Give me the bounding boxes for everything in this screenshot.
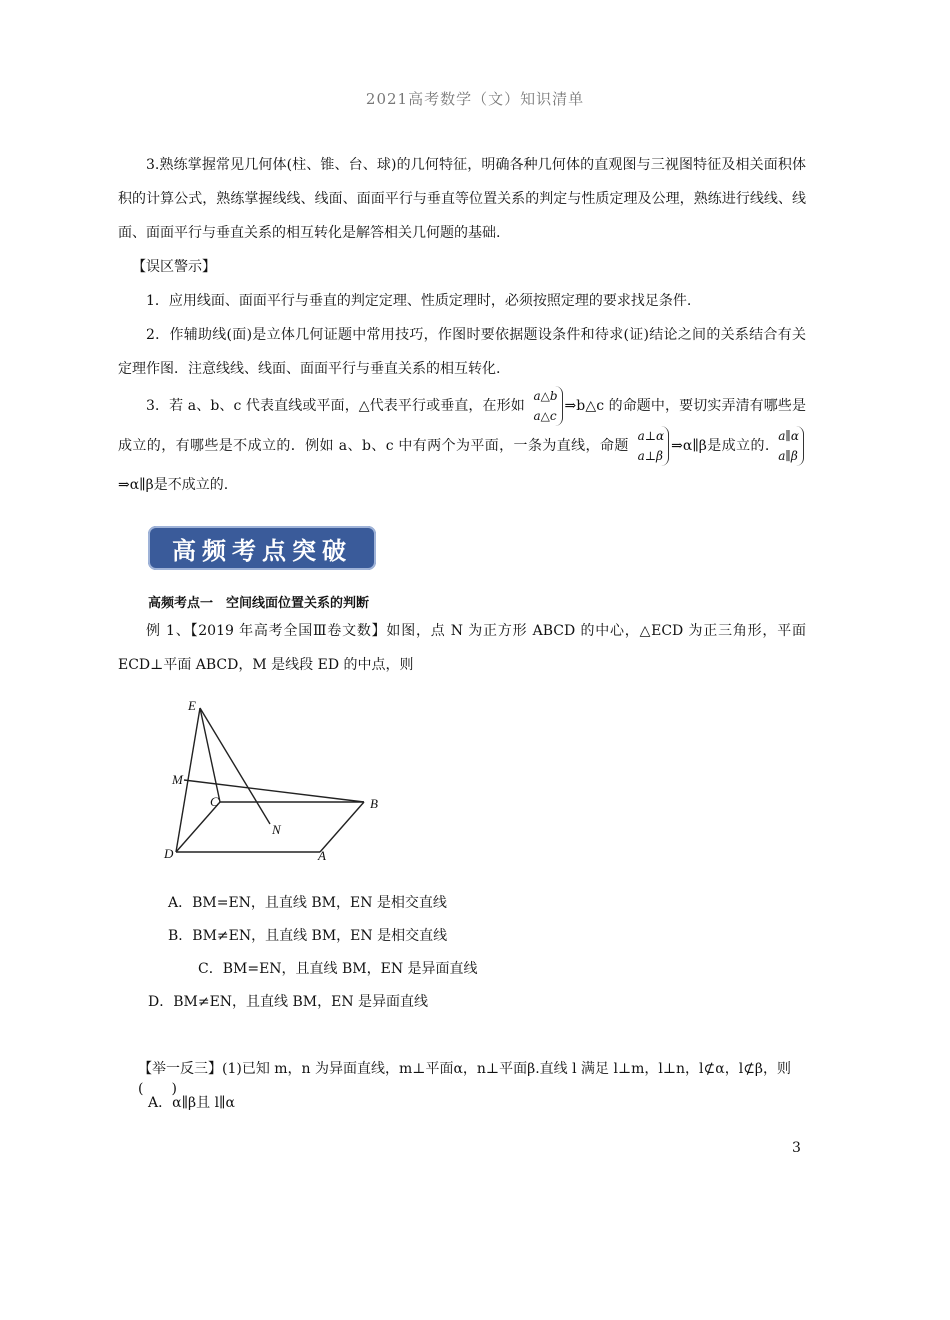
option-B: B．BM≠EN，且直线 BM，EN 是相交直线 <box>168 928 448 944</box>
edge-EC <box>200 708 220 802</box>
intro-paragraph: 3.熟练掌握常见几何体(柱、锥、台、球)的几何特征，明确各种几何体的直观图与三视图特征及相关面积体积的计算公式，熟练掌握线线、线面、面面平行与垂直等位置关系的判定与性质定理及公理，熟练进行线线、线面、面面平行与垂直关系的相互转化是解答相关几何题的基础. <box>118 157 806 241</box>
geometry-figure <box>158 696 398 866</box>
warning-item-3-part-a: 3．若 a、b、c 代表直线或平面，△代表平行或垂直，在形如 <box>146 398 525 414</box>
option-A: A．BM=EN，且直线 BM，EN 是相交直线 <box>168 895 447 911</box>
brace-perpendicular <box>636 426 670 466</box>
brace-perpendicular-line-2: a⊥β <box>637 449 663 463</box>
page-header: 2021高考数学（文）知识清单 <box>365 90 585 108</box>
brace-parallel <box>776 426 804 466</box>
brace-abc <box>531 386 562 426</box>
extension-option-A: A．α∥β且 l∥α <box>148 1095 235 1111</box>
label-E: E <box>188 698 196 713</box>
label-D: D <box>164 846 174 861</box>
extension-question: 【举一反三】(1)已知 m，n 为异面直线，m⊥平面α，n⊥平面β.直线 l 满足 l⊥m，l⊥n，l⊄α，l⊄β，则( ) <box>138 1061 792 1097</box>
warnings-title: 【误区警示】 <box>132 259 216 275</box>
warning-item-2: 2．作辅助线(面)是立体几何证题中常用技巧，作图时要依据题设条件和待求(证)结论之间的关系结合有关定理作图．注意线线、线面、面面平行与垂直关系的相互转化. <box>118 327 806 377</box>
edge-AB <box>320 802 364 852</box>
brace-abc-line-2: a△c <box>533 409 557 423</box>
brace-parallel-line-2: a∥β <box>778 449 798 463</box>
option-C: C．BM=EN，且直线 BM，EN 是异面直线 <box>198 961 478 977</box>
page-number: 3 <box>792 1140 801 1156</box>
warnings-block <box>118 250 806 504</box>
label-C: C <box>210 794 219 809</box>
label-A: A <box>318 848 326 863</box>
section-banner: 高频考点突破 <box>148 526 376 570</box>
intro-block <box>118 148 806 250</box>
label-B: B <box>370 796 378 811</box>
warning-item-1: 1．应用线面、面面平行与垂直的判定定理、性质定理时，必须按照定理的要求找足条件. <box>146 293 692 309</box>
label-M: M <box>172 772 183 787</box>
label-N: N <box>272 822 281 837</box>
brace-perpendicular-line-1: a⊥α <box>637 429 665 443</box>
warning-item-3-part-g: ⇒α∥β是不成立的. <box>118 477 229 493</box>
warning-item-3 <box>118 386 806 504</box>
warning-item-3-part-e: ⇒α∥β是成立的. <box>671 438 770 454</box>
section-title: 高频考点一 空间线面位置关系的判断 <box>148 596 370 611</box>
example-text: 例 1、【2019 年高考全国Ⅲ卷文数】如图，点 N 为正方形 ABCD 的中心，△ECD 为正三角形，平面 ECD⊥平面 ABCD，M 是线段 ED 的中点，则 <box>118 623 806 673</box>
brace-parallel-line-1: a∥α <box>778 429 800 443</box>
warning-item-3-part-c: ⇒b△c 的命题中，要切实弄清有哪些是成立的，有哪些是不成立的．例如 a、b、c 中有两个为平面，一条为直线，命题 <box>118 398 806 454</box>
brace-abc-line-1: a△b <box>533 389 558 403</box>
option-D: D．BM≠EN，且直线 BM，EN 是异面直线 <box>148 994 429 1010</box>
example-block <box>118 614 806 682</box>
